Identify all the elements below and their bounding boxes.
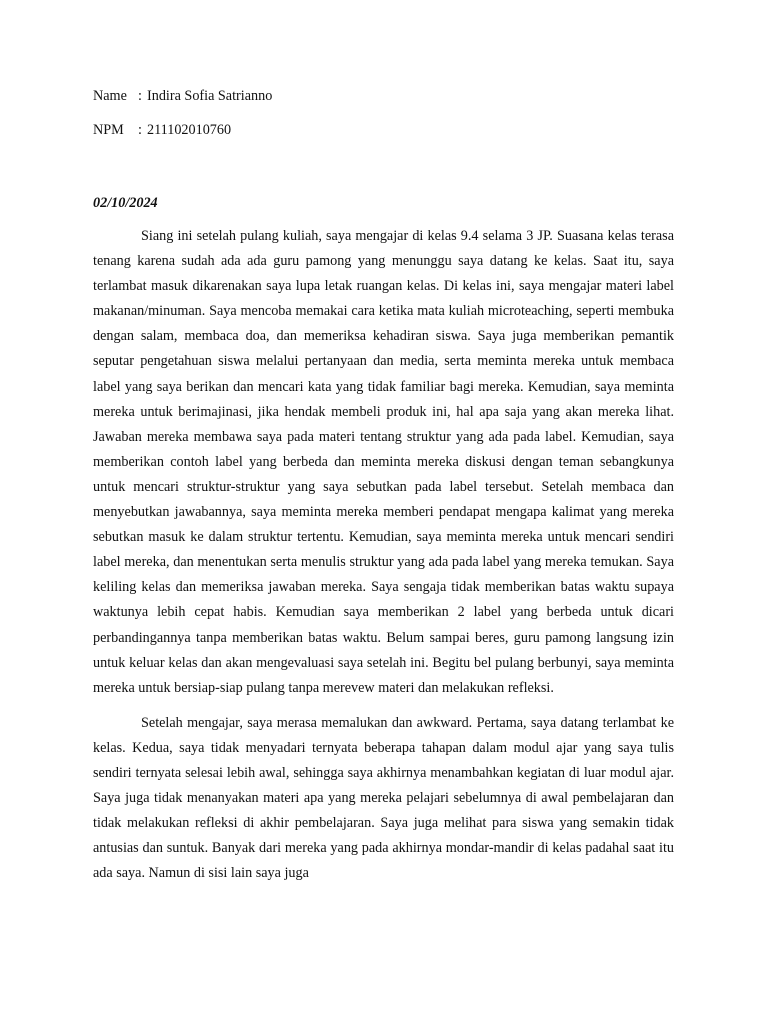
npm-value: 211102010760 bbox=[147, 122, 232, 138]
npm-separator: : bbox=[138, 122, 142, 138]
name-separator: : bbox=[138, 88, 142, 104]
name-value: Indira Sofia Satrianno bbox=[147, 88, 273, 104]
student-npm-row bbox=[93, 120, 674, 140]
name-label: Name bbox=[93, 88, 127, 104]
entry-paragraph-2: Setelah mengajar, saya merasa memalukan dan awkward. Pertama, saya datang terlambat ke kelas. Kedua, saya tidak menyadari ternyata beberapa tahapan dalam modul ajar yang saya tulis sendiri ternyata selesai lebih awal, sehingga saya akhirnya menambahkan kegiatan di luar modul ajar. Saya juga tidak menanyakan materi apa yang mereka pelajari sebelumnya di awal pembelajaran dan tidak melakukan refleksi di akhir pembelajaran. Saya juga melihat para siswa yang semakin tidak antusias dan suntuk. Banyak dari mereka yang pada akhirnya mondar-mandir di kelas padahal saat itu ada saya. Namun di sisi lain saya juga bbox=[93, 714, 674, 882]
entry-date: 02/10/2024 bbox=[93, 195, 158, 211]
entry-paragraph-1: Siang ini setelah pulang kuliah, saya mengajar di kelas 9.4 selama 3 JP. Suasana kelas terasa tenang karena sudah ada ada guru pamong yang menunggu saya datang ke kelas. Saat itu, saya terlambat masuk dikarenakan saya lupa letak ruangan kelas. Di kelas ini, saya mengajar materi label makanan/minuman. Saya mencoba memakai cara ketika mata kuliah microteaching, seperti membuka dengan salam, membaca doa, dan memeriksa kehadiran siswa. Saya juga memberikan pemantik seputar pengetahuan siswa melalui pertanyaan dan media, serta meminta mereka untuk membaca label yang saya berikan dan mencari kata yang tidak familiar bagi mereka. Kemudian, saya meminta mereka untuk berimajinasi, jika hendak membeli produk ini, hal apa saja yang akan mereka lihat. Jawaban mereka membawa saya pada materi tentang struktur yang ada pada label. Kemudian, saya memberikan contoh label yang berbeda dan meminta mereka diskusi dengan teman sebangkunya untuk mencari struktur-struktur yang saya sebutkan pada label tersebut. Setelah membaca dan menyebutkan jawabannya, saya meminta mereka memberi pendapat mengapa kalimat yang mereka sebutkan masuk ke dalam struktur tertentu. Kemudian, saya meminta mereka untuk mencari sendiri label mereka, dan menentukan serta menulis struktur yang ada pada label yang mereka temukan. Saya keliling kelas dan memeriksa jawaban mereka. Saya sengaja tidak memberikan batas waktu supaya waktunya lebih cepat habis. Kemudian saya memberikan 2 label yang berbeda untuk dicari perbandingannya tanpa memberikan batas waktu. Belum sampai beres, guru pamong langsung izin untuk keluar kelas dan akan mengevaluasi saya setelah ini. Begitu bel pulang berbunyi, saya meminta mereka untuk bersiap-siap pulang tanpa merevew materi dan melakukan refleksi. bbox=[93, 228, 674, 696]
npm-label: NPM bbox=[93, 122, 124, 138]
student-name-row bbox=[93, 86, 674, 106]
document-content bbox=[93, 86, 674, 886]
